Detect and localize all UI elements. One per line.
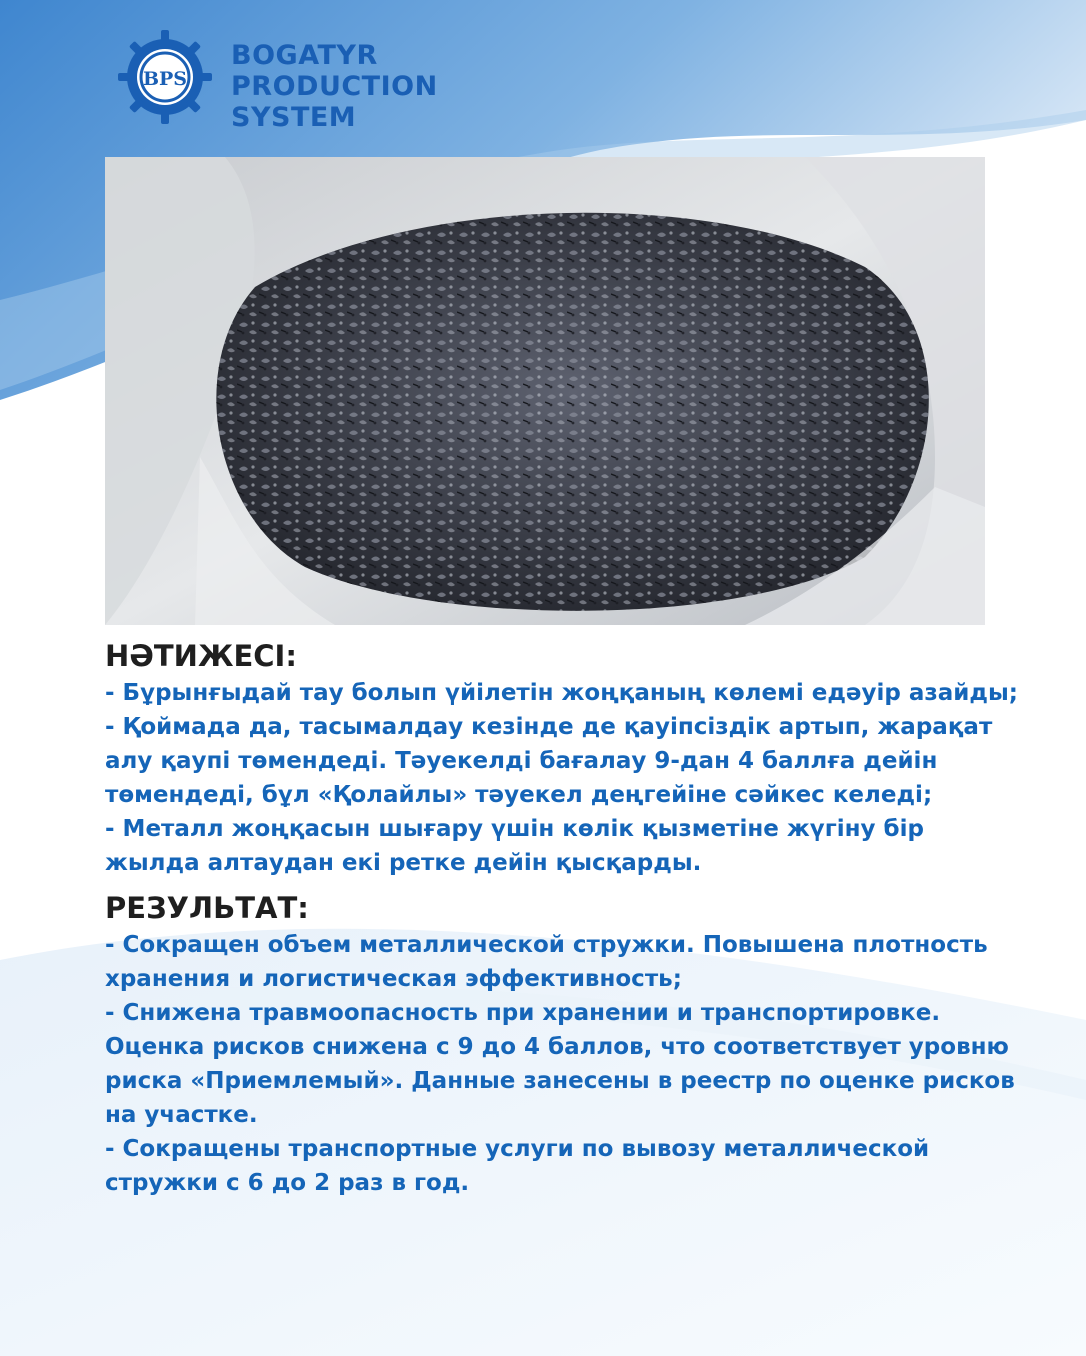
brand-line-1: BOGATYR [231,40,378,71]
ru-result-item: - Сокращены транспортные услуги по вывозу металлической стружки с 6 до 2 раз в год. [105,1136,930,1196]
ru-heading: РЕЗУЛЬТАТ: [105,891,309,925]
bps-gear-logo [118,30,212,124]
results-text [105,638,1025,1200]
ru-result-item: - Снижена травмоопасность при хранении и транспортировке. Оценка рисков снижена с 9 до 4 баллов, что соответствует уровню риска «Приемлемый». Данные занесены в реестр по оценке рисков на участке. [105,1000,1015,1128]
brand-line-3: SYSTEM [231,102,357,133]
kz-result-item: - Металл жоңқасын шығару үшін көлік қызметіне жүгіну бір жылда алтаудан екі ретке дейін қысқарды. [105,816,924,876]
kz-result-item: - Қоймада да, тасымалдау кезінде де қауіпсіздік артып, жарақат алу қаупі төмендеді. Тәуекелді бағалау 9-дан 4 баллға дейін төмендеді, бұл «Қолайлы» тәуекел деңгейіне сәйкес келеді; [105,714,993,808]
metal-shavings-photo [105,157,985,625]
ru-result-item: - Сокращен объем металлической стружки. Повышена плотность хранения и логистическая эффективность; [105,932,988,992]
logo-text: BPS [142,68,188,90]
kz-heading: НӘТИЖЕСІ: [105,639,297,673]
brand-name [231,40,438,133]
brand-line-2: PRODUCTION [231,71,438,102]
kz-result-item: - Бұрынғыдай тау болып үйілетін жоңқаның көлемі едәуір азайды; [105,680,1018,706]
